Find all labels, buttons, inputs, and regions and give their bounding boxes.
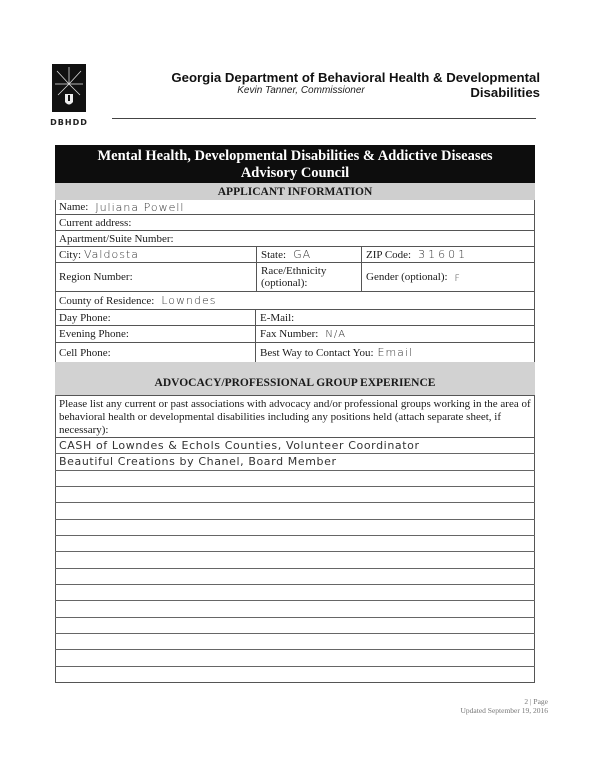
experience-line-6[interactable] [55,520,535,536]
experience-line-14[interactable] [55,650,535,666]
day-phone-label: Day Phone: [59,311,111,324]
zip-label: ZIP Code: [366,248,412,261]
fax-label: Fax Number: [260,328,319,340]
commissioner-subtitle: Kevin Tanner, Commissioner [237,85,365,96]
page-number: 2 | Page [524,697,548,706]
best-contact-field[interactable]: Email [377,346,414,359]
county-row [55,292,535,310]
form-title-line1: Mental Health, Developmental Disabilities & Addictive Diseases [97,148,493,164]
apartment-row [55,231,535,247]
section-advocacy-experience: ADVOCACY/PROFESSIONAL GROUP EXPERIENCE [55,362,535,396]
form-title [55,145,535,183]
zip-field[interactable]: 31601 [418,248,469,261]
updated-date: Updated September 19, 2016 [460,706,548,715]
experience-line-10[interactable] [55,585,535,601]
experience-line-3[interactable] [55,471,535,487]
experience-line-7[interactable] [55,536,535,552]
region-race-gender-row [55,263,535,292]
logo-text: DBHDD [50,118,88,127]
county-field[interactable]: Lowndes [161,294,217,307]
evening-phone-fax-row [55,326,535,343]
best-contact-label: Best Way to Contact You: [260,346,374,359]
apartment-label: Apartment/Suite Number: [59,232,174,245]
header-divider [112,118,536,119]
organization-title: Georgia Department of Behavioral Health & Developmental Disabilities [171,70,540,100]
fax-field[interactable]: N/A [325,328,347,340]
experience-lines [55,438,535,683]
city-field[interactable]: Valdosta [84,248,139,261]
city-state-zip-row [55,247,535,263]
current-address-label: Current address: [59,216,132,229]
gender-label: Gender (optional): [366,271,448,283]
cell-phone-label: Cell Phone: [59,346,111,359]
state-label: State: [261,248,287,261]
city-label: City: [59,248,82,261]
dbhdd-logo [52,64,86,112]
evening-phone-label: Evening Phone: [59,328,129,340]
experience-line-12[interactable] [55,618,535,634]
day-phone-email-row [55,310,535,326]
form-title-line2: Advisory Council [240,165,350,181]
experience-line-1[interactable]: CASH of Lowndes & Echols Counties, Volunteer Coordinator [55,438,535,454]
name-row [55,200,535,215]
cell-phone-contact-row [55,343,535,362]
advocacy-instructions: Please list any current or past associations with advocacy and/or professional groups working in the area of behavioral health or developmental disabilities including any positions held (attach separate sheet, if necessary): [55,396,535,438]
starburst-shield-icon [52,64,86,112]
state-field[interactable]: GA [293,248,312,261]
section-applicant-information: APPLICANT INFORMATION [55,183,535,200]
experience-line-2[interactable]: Beautiful Creations by Chanel, Board Member [55,454,535,470]
experience-line-9[interactable] [55,569,535,585]
county-label: County of Residence: [59,294,155,307]
current-address-row [55,215,535,231]
experience-line-4[interactable] [55,487,535,503]
experience-line-15[interactable] [55,667,535,683]
name-label: Name: [59,201,89,213]
experience-line-8[interactable] [55,552,535,568]
gender-field[interactable]: F [454,274,461,284]
email-label: E-Mail: [260,311,295,324]
name-field[interactable]: Juliana Powell [95,200,185,214]
region-label: Region Number: [59,271,133,283]
race-label: Race/Ethnicity (optional): [261,265,327,289]
experience-line-13[interactable] [55,634,535,650]
experience-line-5[interactable] [55,503,535,519]
experience-line-11[interactable] [55,601,535,617]
